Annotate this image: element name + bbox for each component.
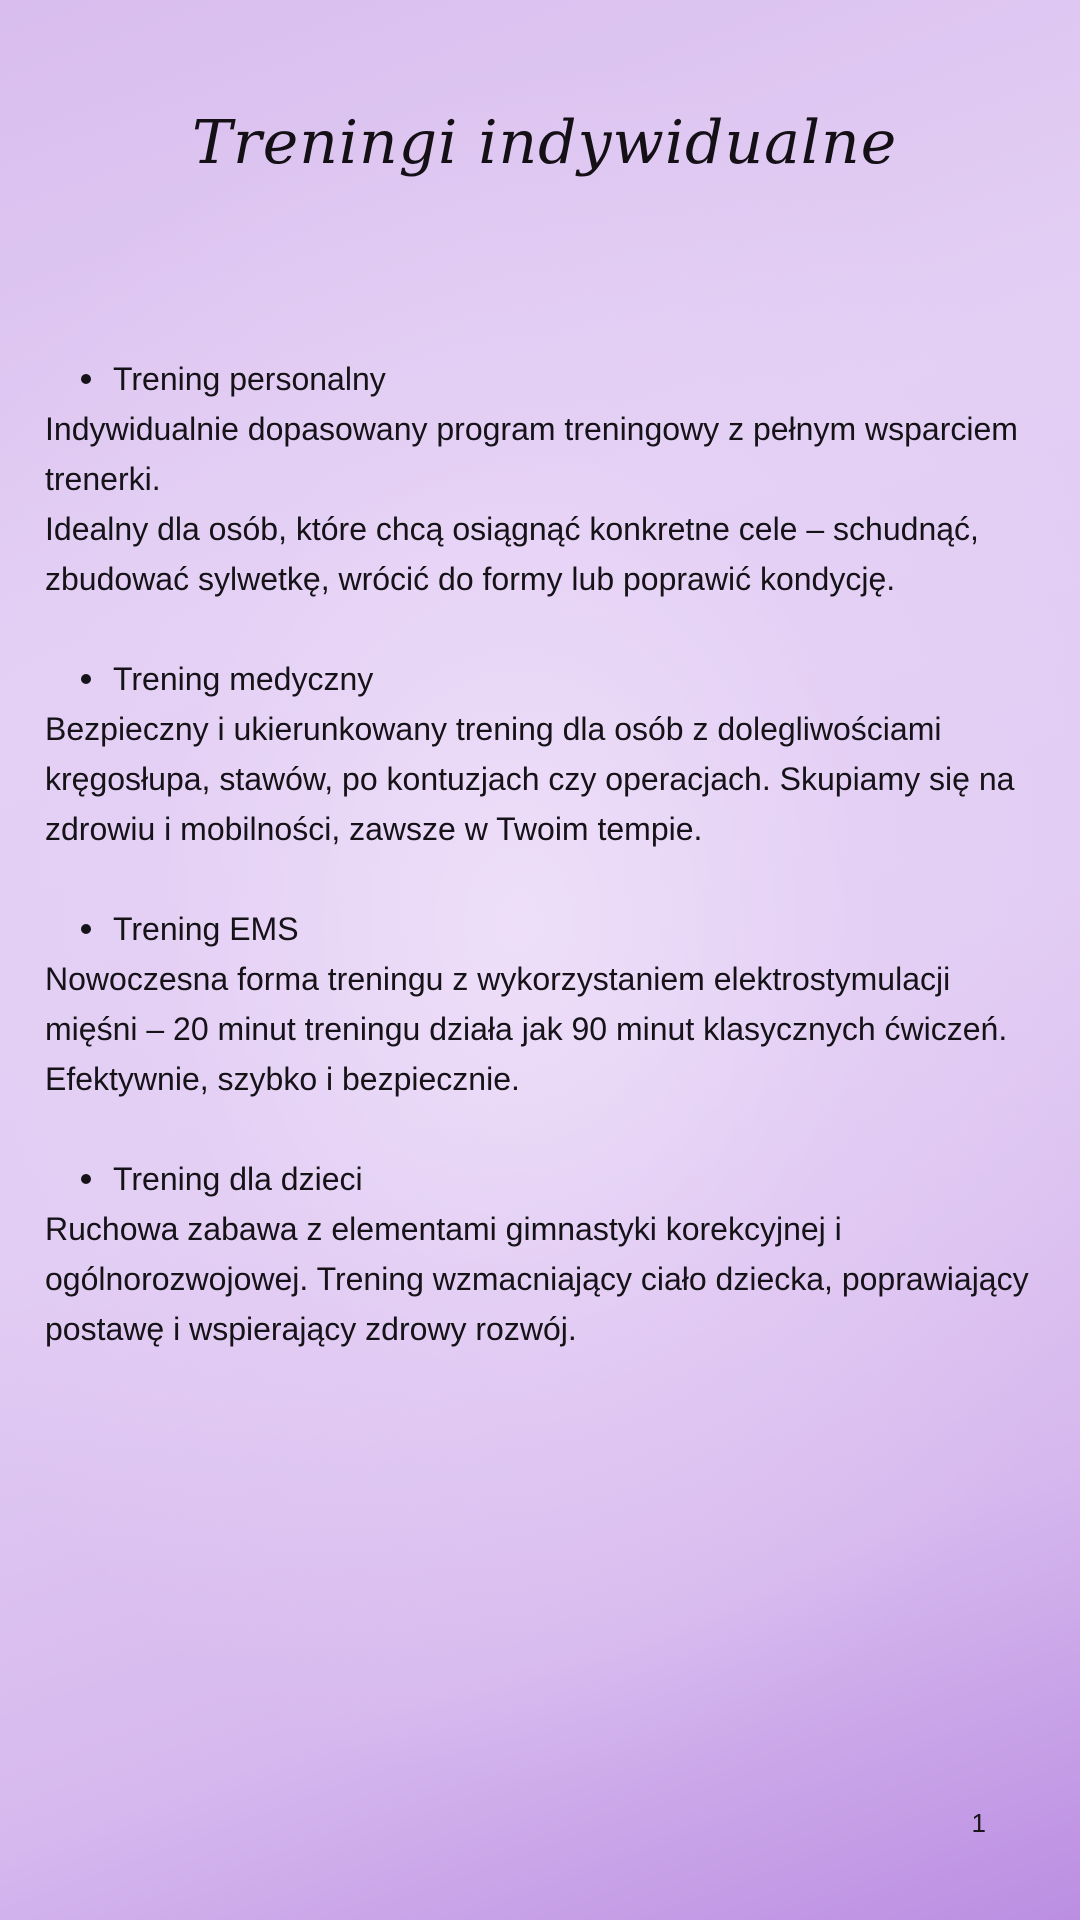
bullet-icon xyxy=(81,1174,91,1184)
content-body xyxy=(45,354,1045,1404)
section-trening-ems xyxy=(45,904,1045,1104)
bullet-item xyxy=(45,354,1045,404)
section-heading: Trening dla dzieci xyxy=(113,1161,363,1197)
bullet-icon xyxy=(81,374,91,384)
bullet-icon xyxy=(81,674,91,684)
bullet-item xyxy=(45,904,1045,954)
bullet-item xyxy=(45,654,1045,704)
section-trening-dla-dzieci xyxy=(45,1154,1045,1354)
page-title: Treningi indywidualne xyxy=(192,108,898,178)
section-paragraph: Idealny dla osób, które chcą osiągnąć konkretne cele – schudnąć, zbudować sylwetkę, wrócić do formy lub poprawić kondycję. xyxy=(45,511,979,597)
section-trening-medyczny xyxy=(45,654,1045,854)
section-trening-personalny xyxy=(45,354,1045,604)
bullet-item xyxy=(45,1154,1045,1204)
page-number: 1 xyxy=(971,1808,986,1838)
section-paragraph: Ruchowa zabawa z elementami gimnastyki korekcyjnej i ogólnorozwojowej. Trening wzmacniający ciało dziecka, poprawiający postawę i wspierający zdrowy rozwój. xyxy=(45,1211,1029,1347)
bullet-icon xyxy=(81,924,91,934)
section-heading: Trening medyczny xyxy=(113,661,374,697)
section-paragraph: Bezpieczny i ukierunkowany trening dla osób z dolegliwościami kręgosłupa, stawów, po kontuzjach czy operacjach. Skupiamy się na zdrowiu i mobilności, zawsze w Twoim tempie. xyxy=(45,711,1015,847)
section-heading: Trening personalny xyxy=(113,361,386,397)
section-paragraph: Indywidualnie dopasowany program treningowy z pełnym wsparciem trenerki. xyxy=(45,411,1018,497)
section-heading: Trening EMS xyxy=(113,911,299,947)
section-paragraph: Nowoczesna forma treningu z wykorzystaniem elektrostymulacji mięśni – 20 minut treningu działa jak 90 minut klasycznych ćwiczeń. Efektywnie, szybko i bezpiecznie. xyxy=(45,961,1008,1097)
